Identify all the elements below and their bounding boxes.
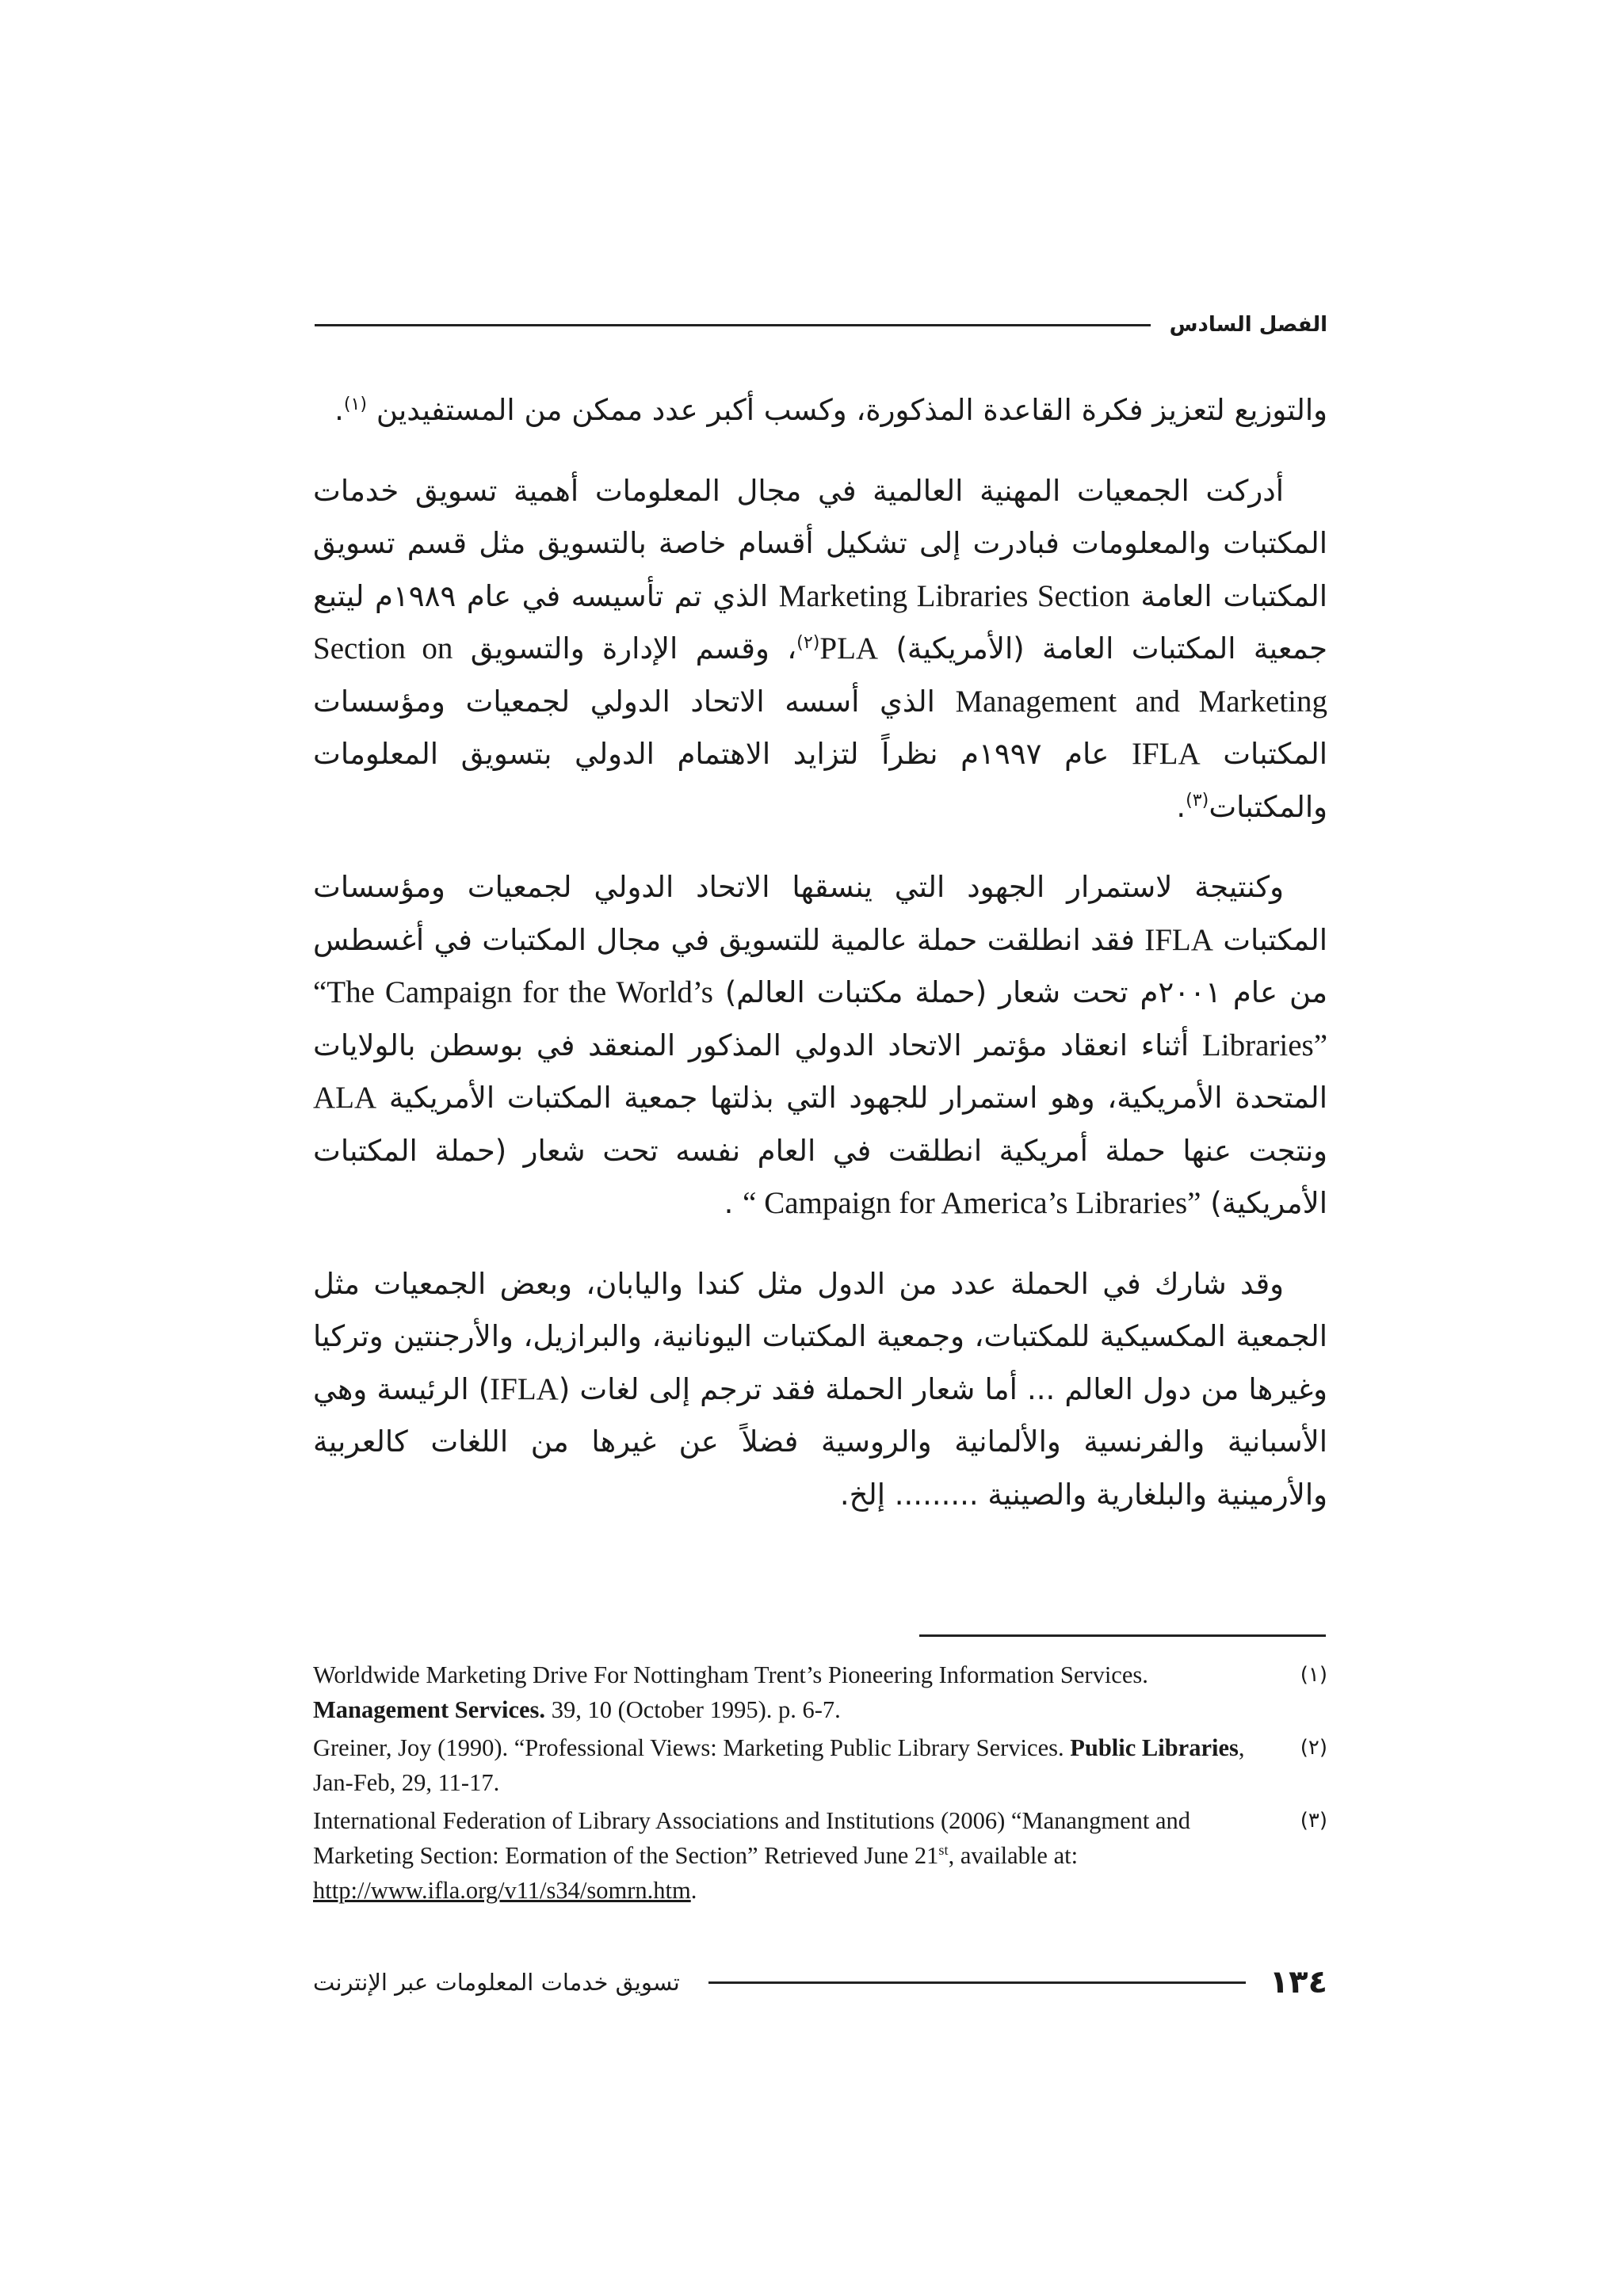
paragraph-2: أدركت الجمعيات المهنية العالمية في مجال المعلومات أهمية تسويق خدمات المكتبات والمعلومات فبادرت إلى تشكيل أقسام خاصة بالتسويق مثل قسم تسويق المكتبات العامة Marketing Libraries Section الذي تم تأسيسه في عام ١٩٨٩م ليتبع جمعية المكتبات العامة (الأمريكية) PLA$^{(٢)}$، وقسم الإدارة والتسويق Section on Management and Marketing الذي أسسه الاتحاد الدولي لجمعيات ومؤسسات المكتبات IFLA عام ١٩٩٧م نظراً لتزايد الاهتمام الدولي بتسويق المعلومات والمكتبات$^{(٣)}$.	[313, 473, 1328, 824]
running-header	[313, 305, 1327, 345]
footnote-3: (٣) International Federation of Library Associations and Institutions (2006) “Manangment and Marketing Section: Eormation of the Section” Retrieved June 21st, available at: http://www.ifla.org/v11/s34/somrn.htm.	[313, 1803, 1327, 1908]
footnote-number: (٢)	[1300, 1736, 1327, 1760]
footnote-number: (٣)	[1300, 1809, 1327, 1833]
book-title: تسويق خدمات المعلومات عبر الإنترنت	[313, 1969, 680, 1996]
footnote-1: (١) Worldwide Marketing Drive For Nottingham Trent’s Pioneering Information Services. Management Services. 39, 10 (October 1995). p. 6-7.	[313, 1657, 1327, 1727]
page-number: ١٣٤	[1269, 1964, 1327, 2000]
paragraph-1: والتوزيع لتعزيز فكرة القاعدة المذكورة، وكسب أكبر عدد ممكن من المستفيدين $^{(١)}$.	[334, 393, 1327, 427]
footnote-separator	[919, 1634, 1326, 1637]
paragraph-4: وقد شارك في الحملة عدد من الدول مثل كندا واليابان، وبعض الجمعيات مثل الجمعية المكسيكية للمكتبات، وجمعية المكتبات اليونانية، والبرازيل، والأرجنتين وتركيا وغيرها من دول العالم ... أما شعار الحملة فقد ترجم إلى لغات (IFLA) الرئيسة وهي الأسبانية والفرنسية والألمانية والروسية فضلاً عن غيرها من اللغات كالعربية والأرمينية والبلغارية والصينية ......... إلخ.	[313, 1266, 1328, 1512]
footnote-2: (٢) Greiner, Joy (1990). “Professional Views: Marketing Public Library Services. Public Libraries, Jan-Feb, 29, 11-17.	[313, 1730, 1327, 1800]
footer-rule	[708, 1981, 1246, 1984]
footnote-ref-1: (١)	[343, 393, 368, 414]
header-rule	[315, 324, 1151, 326]
footnotes	[313, 1657, 1327, 1911]
running-footer	[313, 1958, 1327, 2006]
paragraph-3: وكنتيجة لاستمرار الجهود التي ينسقها الاتحاد الدولي لجمعيات ومؤسسات المكتبات IFLA فقد انطلقت حملة عالمية للتسويق في مجال المكتبات في أغسطس من عام ٢٠٠١م تحت شعار (حملة مكتبات العالم) “The Campaign for the World’s Libraries” أثناء انعقاد مؤتمر الاتحاد الدولي المذكور المنعقد في بوسطن بالولايات المتحدة الأمريكية، وهو استمرار للجهود التي بذلتها جمعية المكتبات الأمريكية ALA ونتجت عنها حملة أمريكية انطلقت في العام نفسه تحت شعار (حملة المكتبات الأمريكية) “ Campaign for America’s Libraries” .	[313, 870, 1328, 1220]
chapter-title: الفصل السادس	[1169, 313, 1327, 337]
footnote-ref-2: (٢)	[796, 631, 820, 653]
footnote-ref-3: (٣)	[1186, 790, 1209, 811]
body-text	[313, 384, 1327, 1549]
footnote-number: (١)	[1300, 1663, 1327, 1687]
footnote-link[interactable]: http://www.ifla.org/v11/s34/somrn.htm	[313, 1877, 691, 1904]
